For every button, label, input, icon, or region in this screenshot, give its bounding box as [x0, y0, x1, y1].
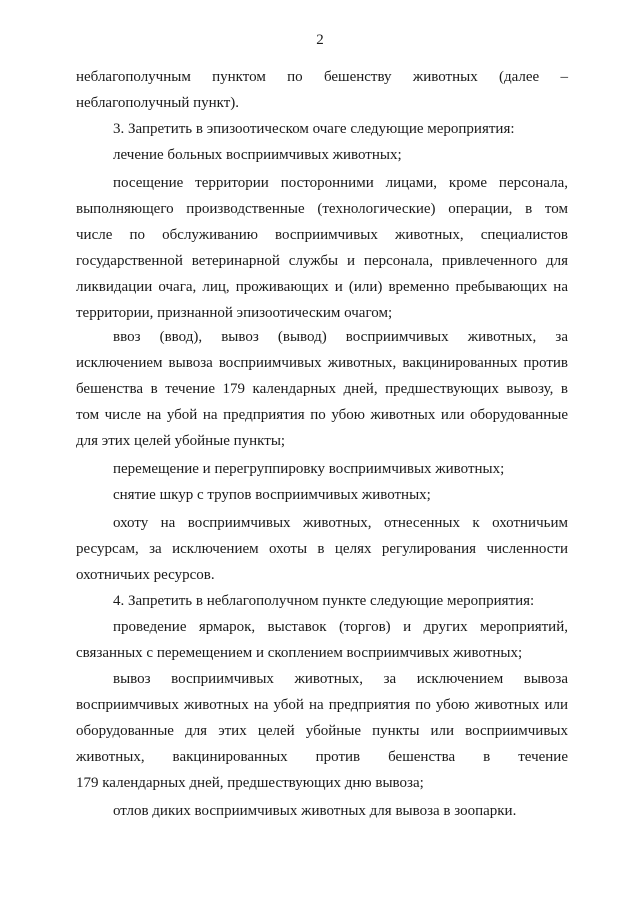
- text-line: ресурсам, за исключением охоты в целях регулирования численности: [76, 541, 568, 557]
- text-line: животных, вакцинированных против бешенства в течение: [76, 749, 568, 765]
- paragraph-continuation: [76, 64, 568, 116]
- text-line: неблагополучный пункт).: [76, 95, 240, 111]
- text-line: выполняющего производственные (технологические) операции, в том: [76, 201, 568, 217]
- text-line: оборудованные для этих целей убойные пункты или восприимчивых: [76, 723, 568, 739]
- text-line: государственной ветеринарной службы и персонала, привлеченного для: [76, 253, 568, 269]
- text-line: 179 календарных дней, предшествующих дню вывоза;: [76, 775, 424, 791]
- text-line: проведение ярмарок, выставок (торгов) и других мероприятий,: [113, 619, 568, 635]
- text-line: числе по обслуживанию восприимчивых животных, специалистов: [76, 227, 568, 243]
- paragraph-visiting: [76, 170, 568, 326]
- paragraph-skinning: [76, 482, 568, 508]
- paragraph-hunting: [76, 510, 568, 588]
- text-line: вывоз восприимчивых животных, за исключением вывоза: [113, 671, 568, 687]
- paragraph-treatment: [76, 142, 568, 168]
- text-line: связанных с перемещением и скоплением восприимчивых животных;: [76, 645, 523, 661]
- text-line: охотничьих ресурсов.: [76, 567, 215, 583]
- paragraph-import-export: [76, 324, 568, 454]
- text-line: неблагополучным пунктом по бешенству животных (далее –: [76, 69, 568, 85]
- paragraph-export: [76, 666, 568, 796]
- text-line: посещение территории посторонними лицами, кроме персонала,: [113, 175, 568, 191]
- page-number: 2: [316, 32, 324, 48]
- text-line: отлов диких восприимчивых животных для вывоза в зоопарки.: [113, 803, 517, 819]
- text-line: бешенства в течение 179 календарных дней, предшествующих вывозу, в: [76, 381, 568, 397]
- text-line: исключением вывоза восприимчивых животных, вакцинированных против: [76, 355, 568, 371]
- text-line: лечение больных восприимчивых животных;: [113, 147, 402, 163]
- paragraph-regrouping: [76, 456, 568, 482]
- text-line: территории, признанной эпизоотическим очагом;: [76, 305, 393, 321]
- text-line: перемещение и перегруппировку восприимчивых животных;: [113, 461, 505, 477]
- text-line: 3. Запретить в эпизоотическом очаге следующие мероприятия:: [113, 121, 515, 137]
- paragraph-item-3: [76, 116, 568, 142]
- paragraph-item-4: [76, 588, 568, 614]
- text-line: восприимчивых животных на убой на предприятия по убою животных или: [76, 697, 568, 713]
- text-line: снятие шкур с трупов восприимчивых животных;: [113, 487, 431, 503]
- text-line: для этих целей убойные пункты;: [76, 433, 286, 449]
- text-line: ликвидации очага, лиц, проживающих и (или) временно пребывающих на: [76, 279, 568, 295]
- paragraph-capture: [76, 798, 568, 824]
- paragraph-fairs: [76, 614, 568, 666]
- text-line: том числе на убой на предприятия по убою животных или оборудованные: [76, 407, 568, 423]
- text-line: охоту на восприимчивых животных, отнесенных к охотничьим: [113, 515, 568, 531]
- text-line: ввоз (ввод), вывоз (вывод) восприимчивых животных, за: [113, 329, 568, 345]
- text-line: 4. Запретить в неблагополучном пункте следующие мероприятия:: [113, 593, 535, 609]
